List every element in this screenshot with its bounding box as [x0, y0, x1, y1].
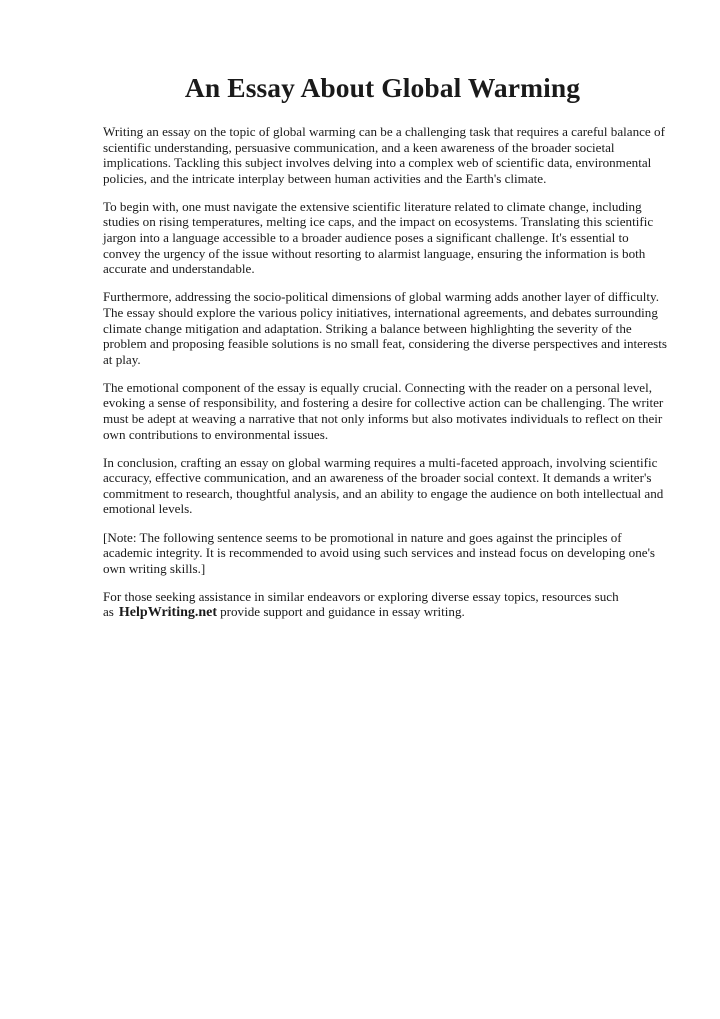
paragraph-intro: Writing an essay on the topic of global warming can be a challenging task that requires a careful balance of scientific understanding, persuasive communication, and a keen awareness of the broader societal implications. Tackling this subject involves delving into a complex web of scientific data, environmental policies, and the intricate interplay between human activities and the Earth's climate. [103, 124, 665, 186]
paragraph-conclusion: In conclusion, crafting an essay on global warming requires a multi-faceted approach, involving scientific accuracy, effective communication, and an awareness of the broader social context. It demands a writer's commitment to research, thoughtful analysis, and an ability to engage the audience on both intellectual and emotional levels. [103, 454, 664, 517]
document-title: An Essay About Global Warming [184, 72, 581, 103]
paragraph-emotional: The emotional component of the essay is equally crucial. Connecting with the reader on a personal level, evoking a sense of responsibility, and fostering a desire for collective action can be challenging. The writer must be adept at weaving a narrative that not only informs but also motivates individuals to reflect on their own contributions to environmental issues. [103, 379, 664, 442]
helpwriting-link[interactable]: HelpWriting.net [118, 605, 218, 621]
paragraph-note: [Note: The following sentence seems to be promotional in nature and goes against the principles of academic integrity. It is recommended to avoid using such services and instead focus on developing one's own writing skills.] [103, 529, 656, 576]
paragraph-final [103, 589, 668, 621]
paragraph-socio-political: Furthermore, addressing the socio-political dimensions of global warming adds another layer of difficulty. The essay should explore the various policy initiatives, international agreements, and debates surrounding climate change mitigation and adaptation. Striking a balance between highlighting the severity of the problem and proposing feasible solutions is no small feat, considering the diverse perspectives and interests at play. [103, 289, 667, 367]
final-text-before: For those seeking assistance in similar endeavors or exploring diverse essay topics, resources such as [103, 588, 619, 620]
paragraph-scientific-literature: To begin with, one must navigate the extensive scientific literature related to climate change, including studies on rising temperatures, melting ice caps, and the impact on ecosystems. Translating this scientific jargon into a language accessible to a broader audience poses a significant challenge. It's essential to convey the urgency of the issue without resorting to alarmist language, ensuring the information is both accurate and understandable. [103, 198, 654, 277]
final-text-after: provide support and guidance in essay writing. [220, 604, 465, 620]
